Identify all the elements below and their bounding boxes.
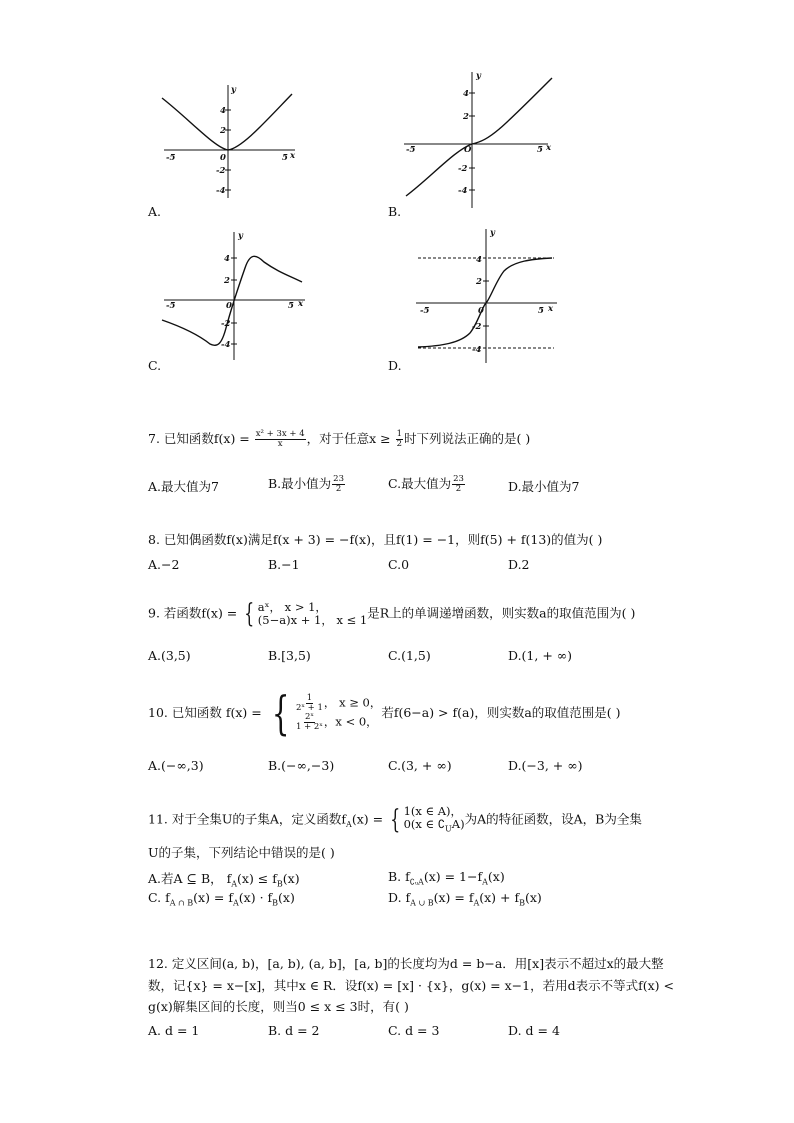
q11-opt-d-sub3: B (519, 898, 525, 908)
q7-fraction (255, 430, 306, 449)
q7-option-b[interactable] (268, 474, 346, 494)
q11-opt-b-tail: (x) (487, 869, 505, 884)
q10-stem-b: 若f(6−a) > f(a)，则实数a的取值范围是( ) (381, 705, 621, 720)
q11-option-b[interactable] (388, 869, 505, 887)
question-9-stem (148, 601, 635, 627)
q10-stem-a: 10. 已知函数 f(x) = (148, 705, 266, 720)
graph-a-y-4: 4 (220, 106, 226, 116)
q10-case2-cond: ，x < 0， (323, 714, 378, 729)
q7-opt-b-text: B.最小值为 (268, 476, 332, 491)
graph-c-y-2: 2 (224, 276, 230, 286)
q11-opt-d-mid: (x) = f (433, 890, 474, 905)
q7-option-d[interactable]: D.最小值为7 (508, 479, 580, 494)
q7-opt-c-num: 23 (453, 474, 464, 484)
graph-d-x-label: x (548, 304, 554, 314)
question-12-line3: g(x)解集区间的长度，则当0 ≤ x ≤ 3时，有( ) (148, 999, 409, 1014)
q11-opt-c-sub1: A ∩ B (169, 898, 194, 908)
graph-option-b (400, 68, 560, 213)
q11-opt-a-mid: (x) ≤ f (237, 871, 277, 886)
graph-d-y-2: 2 (476, 277, 482, 287)
q7-option-a[interactable]: A.最大值为7 (148, 479, 219, 494)
graph-a-y-2: 2 (220, 126, 226, 136)
q10-option-d[interactable]: D.(−3, + ∞) (508, 758, 583, 773)
q7-opt-b-num: 23 (333, 474, 344, 484)
q11-opt-c-tail: (x) (278, 890, 295, 905)
q10-brace: { (271, 686, 290, 740)
graph-b-y-label: y (476, 71, 481, 81)
q7-frac-den: x (277, 439, 283, 449)
q11-opt-b-mid: (x) = 1−f (423, 869, 483, 884)
q11-case2-text: 0(x ∈ ∁ (403, 817, 446, 831)
q11-opt-b-sub2: A (482, 877, 488, 887)
q7-opt-c-text: C.最大值为 (388, 476, 452, 491)
q10-case1-cond: ， x ≥ 0， (323, 695, 382, 710)
q11-opt-c-text: C. f (148, 890, 170, 905)
graph-c-y-neg2: -2 (221, 319, 231, 329)
q8-option-c[interactable]: C.0 (388, 557, 410, 572)
q9-cases (258, 601, 367, 627)
q11-opt-a-tail: (x) (282, 871, 300, 886)
graph-b-y-4: 4 (463, 89, 469, 99)
q11-opt-d-sub1: A ∪ B (410, 898, 434, 908)
q10-case2-den: 1 + 2ˣ (295, 722, 323, 732)
graph-a-y-label: y (231, 85, 236, 95)
q10-case-2 (295, 713, 381, 732)
q11-opt-c-mid2: (x) · f (238, 890, 273, 905)
option-letter-a: A. (148, 204, 162, 219)
q11-option-c[interactable] (148, 890, 295, 908)
graph-c-y-label: y (238, 231, 243, 241)
graph-d-y-label: y (490, 228, 495, 238)
q12-option-c[interactable]: C. d = 3 (388, 1023, 440, 1038)
q8-option-b[interactable]: B.−1 (268, 557, 300, 572)
q9-brace: { (244, 599, 255, 629)
q8-option-d[interactable]: D.2 (508, 557, 530, 572)
option-letter-b: B. (388, 204, 402, 219)
graph-a-y-neg2: -2 (216, 166, 226, 176)
q9-option-a[interactable]: A.(3,5) (148, 648, 191, 663)
q10-option-a[interactable]: A.(−∞,3) (148, 758, 204, 773)
question-7-stem (148, 430, 530, 449)
graph-a-x-label: x (290, 151, 296, 161)
q7-opt-c-den: 2 (455, 484, 462, 494)
q9-option-d[interactable]: D.(1, + ∞) (508, 648, 573, 663)
graph-b-x-label: x (546, 143, 552, 153)
graph-d-y-neg4: -4 (472, 345, 482, 355)
q11-stem-line2: U的子集，下列结论中错误的是( ) (148, 845, 335, 860)
q11-opt-b-sub1: ∁ᵤA (409, 877, 424, 887)
q11-opt-d-text: D. f (388, 890, 411, 905)
q10-cases (295, 694, 381, 732)
q7-stem-a: 7. 已知函数f(x) = (148, 431, 254, 446)
q11-case2-tail: A) (451, 817, 465, 831)
q11-opt-d-mid2: (x) + f (479, 890, 520, 905)
graph-d-x-5: 5 (538, 306, 544, 316)
q11-option-a[interactable] (148, 869, 300, 889)
q11-brace: { (390, 805, 401, 836)
q11-opt-d-tail: (x) (525, 890, 542, 905)
q11-case-1: 1(x ∈ A)， (403, 804, 463, 818)
q12-option-d[interactable]: D. d = 4 (508, 1023, 560, 1038)
q10-option-b[interactable]: B.(−∞,−3) (268, 758, 335, 773)
q11-stem-a: 11. 对于全集U的子集A，定义函数f (148, 811, 347, 827)
q9-stem-a: 9. 若函数f(x) = (148, 605, 242, 621)
graph-c-x-label: x (298, 299, 304, 309)
graph-b-y-neg4: -4 (458, 186, 468, 196)
option-letter-c: C. (148, 358, 162, 373)
q11-case-2 (404, 818, 465, 835)
q11-opt-b-text: B. f (388, 869, 410, 884)
q12-option-b[interactable]: B. d = 2 (268, 1023, 320, 1038)
graph-d-origin: 0 (478, 306, 484, 316)
q9-case-2: (5−a)x + 1， x ≤ 1 (257, 613, 368, 627)
graph-option-d (412, 225, 562, 365)
graph-c-origin: 0 (226, 301, 232, 311)
question-12-line2: 数，记{x} = x−[x]，其中x ∈ R．设f(x) = [x] · {x}，g(x) = x−1，若用d表示不等式f(x) < (148, 978, 674, 993)
option-letter-d: D. (388, 358, 402, 373)
q11-opt-a-sub2: B (276, 879, 283, 889)
q11-opt-a-sub1: A (231, 879, 238, 889)
question-8-stem: 8. 已知偶函数f(x)满足f(x + 3) = −f(x)，且f(1) = −1，则f(5) + f(13)的值为( ) (148, 532, 603, 547)
graph-option-c (160, 228, 310, 363)
q7-stem-c: 时下列说法正确的是( ) (404, 431, 531, 446)
q7-opt-b-frac (332, 475, 345, 494)
graph-b-origin: O (464, 145, 472, 155)
graph-c-x-5: 5 (288, 301, 294, 311)
graph-d-x-neg5: -5 (420, 306, 430, 316)
q11-case2-sub: U (445, 824, 452, 834)
graph-a-x-5: 5 (282, 153, 288, 163)
question-11-stem (148, 805, 642, 835)
graph-d-y-neg2: -2 (472, 322, 482, 332)
q7-frac-num: x² + 3x + 4 (255, 429, 305, 439)
graph-c-y-neg4: -4 (221, 340, 231, 350)
graph-c-y-4: 4 (224, 254, 230, 264)
graph-b-x-5: 5 (537, 145, 543, 155)
q11-opt-a-text: A.若A ⊆ B， f (148, 871, 232, 886)
graph-d-y-4: 4 (476, 255, 482, 265)
q11-opt-c-mid: (x) = f (193, 890, 234, 905)
q8-option-a[interactable]: A.−2 (148, 557, 180, 572)
graph-a-origin: 0 (220, 153, 226, 163)
q10-case2-num: 2ˣ (304, 712, 314, 722)
q11-option-d[interactable] (388, 890, 542, 908)
q10-case1-den: 2ˣ + 1 (295, 703, 323, 713)
q11-cases (404, 805, 465, 835)
q7-half-den: 2 (396, 439, 403, 449)
q9-option-c[interactable]: C.(1,5) (388, 648, 431, 663)
q9-option-b[interactable]: B.[3,5) (268, 648, 311, 663)
graph-a-y-neg4: -4 (216, 186, 226, 196)
q12-option-a[interactable]: A. d = 1 (148, 1023, 200, 1038)
q9-case-1: aˣ， x > 1， (257, 600, 327, 614)
q7-stem-b: ，对于任意x ≥ (306, 431, 395, 446)
q7-option-c[interactable] (388, 474, 466, 494)
graph-c-x-neg5: -5 (166, 301, 176, 311)
q10-option-c[interactable]: C.(3, + ∞) (388, 758, 452, 773)
q7-opt-b-den: 2 (335, 484, 342, 494)
q10-case1-num: 1 (306, 693, 313, 703)
graph-b-y-2: 2 (463, 112, 469, 122)
graph-b-x-neg5: -5 (406, 145, 416, 155)
graph-a-x-neg5: -5 (166, 153, 176, 163)
graph-option-a (160, 80, 300, 210)
q11-sub-a: A (346, 820, 352, 830)
q7-half-num: 1 (396, 429, 403, 439)
question-12-line1: 12. 定义区间(a, b)，[a, b), (a, b]，[a, b]的长度均为d = b−a．用[x]表示不超过x的最大整 (148, 956, 664, 971)
q7-half (396, 430, 403, 449)
q11-stem-b: (x) = (351, 811, 388, 827)
graph-b-y-neg2: -2 (458, 164, 468, 174)
question-10-stem (148, 686, 621, 740)
q11-opt-d-sub2: A (473, 898, 480, 908)
q9-stem-b: 是R上的单调递增函数，则实数a的取值范围为( ) (367, 605, 636, 621)
q11-stem-c: 为A的特征函数，设A，B为全集 (464, 811, 642, 827)
q7-opt-c-frac (452, 475, 465, 494)
q10-case-1 (295, 694, 381, 713)
q11-opt-c-sub3: B (272, 898, 279, 908)
q11-opt-c-sub2: A (233, 898, 239, 908)
